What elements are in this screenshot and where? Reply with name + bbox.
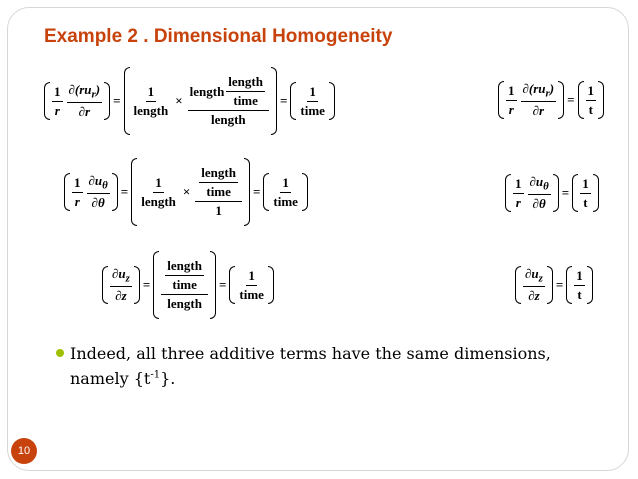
equation-3-short: $\partial u_z$ ∂z = 1 t <box>515 265 593 305</box>
bullet-dot-icon <box>56 349 64 357</box>
equation-2-short: 1 r $\partial u_\theta$ ∂θ = 1 t <box>505 173 599 213</box>
bullet-item <box>70 343 590 390</box>
bullet-text: Indeed, all three additive terms have the same dimensions, namely $\{t^{-1}\}$. <box>70 344 551 389</box>
page-number-badge: 10 <box>11 438 37 464</box>
equation-2-long: 1 r $\partial u_\theta$ ∂θ = 1 length × length time 1 = 1 time <box>64 157 308 227</box>
equation-3-long: $\partial u_z$ ∂z = length time length = 1 time <box>102 250 274 320</box>
equation-1-short: 1 r $\partial(ru_r)$ ∂r = 1 t <box>498 80 604 120</box>
slide-title: Example 2 . Dimensional Homogeneity <box>44 26 393 47</box>
equation-1-long: 1 r $\partial(ru_r)$ ∂r = 1 length × length length time length = 1 time <box>44 66 335 136</box>
